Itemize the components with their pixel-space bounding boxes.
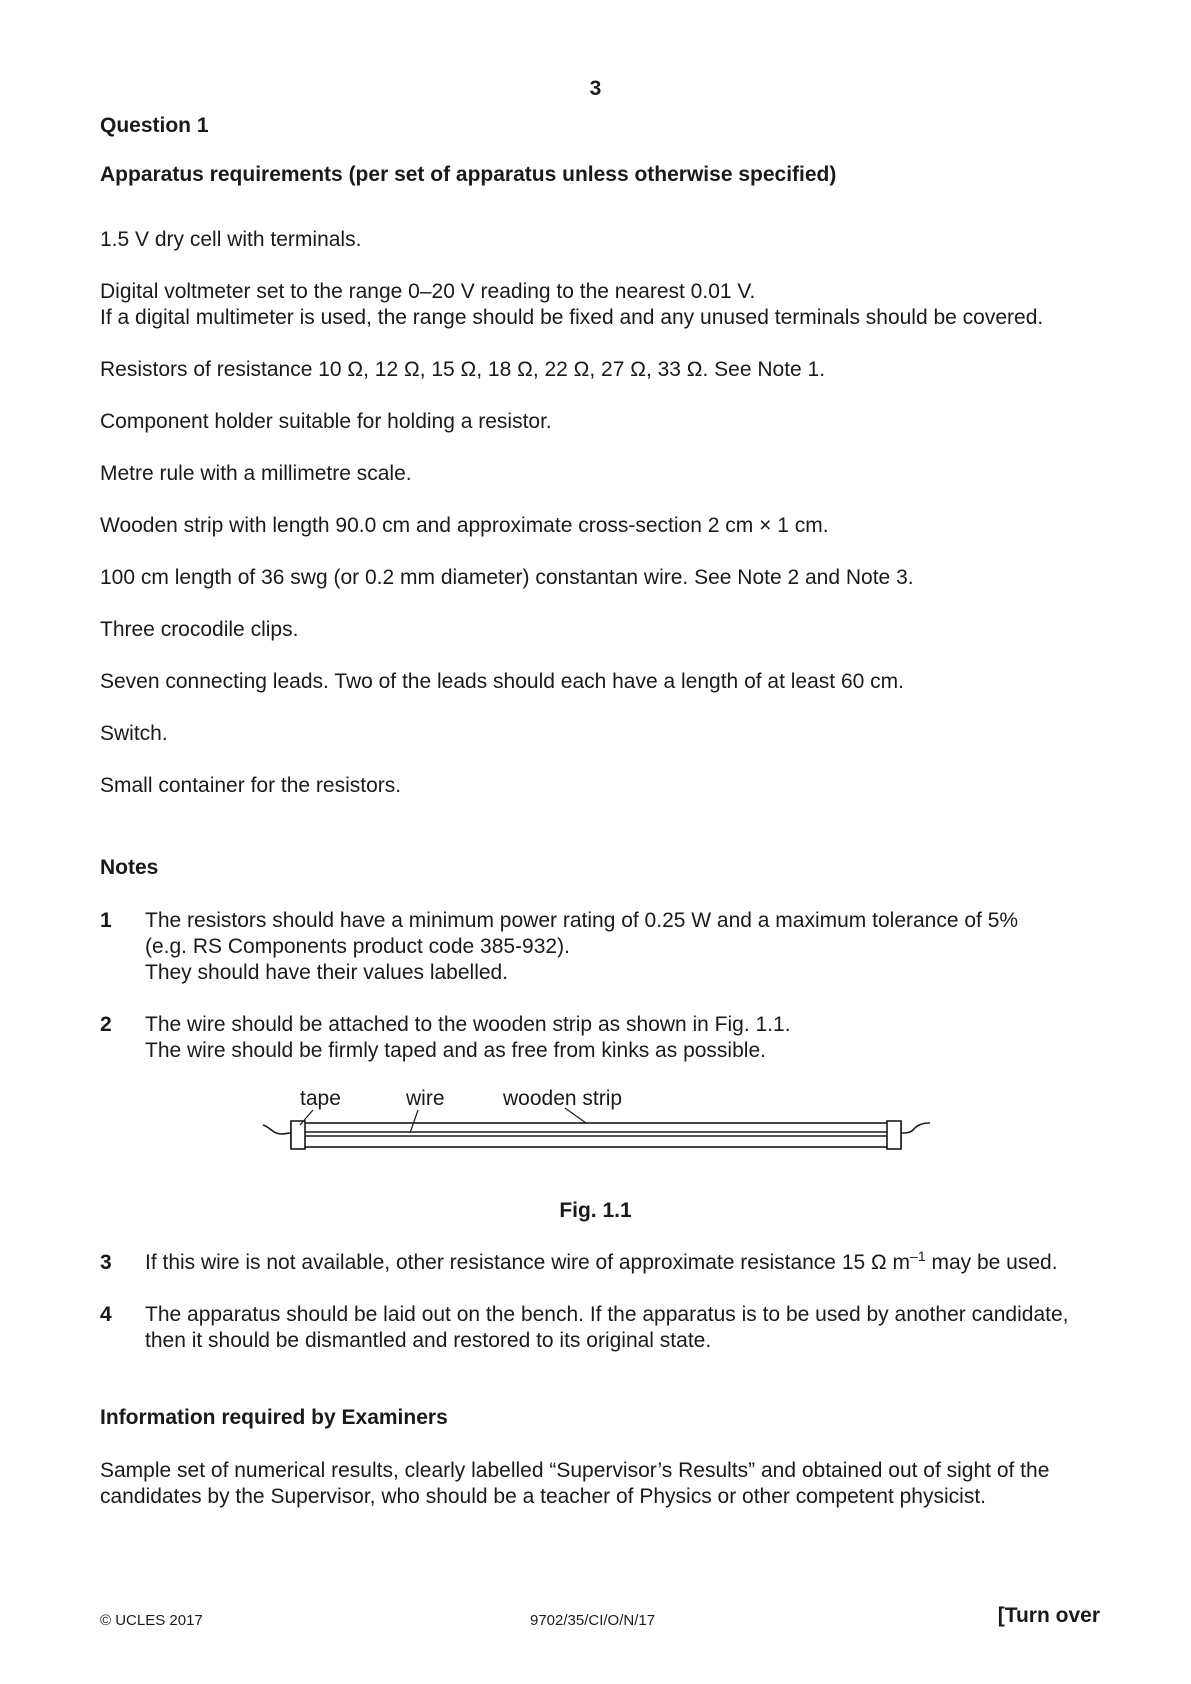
wire-end-left bbox=[263, 1125, 291, 1134]
fig-label-wooden-strip: wooden strip bbox=[503, 1087, 623, 1110]
note-3-text-end: may be used. bbox=[925, 1251, 1058, 1274]
note-4-line-1: The apparatus should be laid out on the bench. If the apparatus is to be used by another candidate, bbox=[145, 1303, 1069, 1326]
apparatus-heading: Apparatus requirements (per set of apparatus unless otherwise specified) bbox=[100, 163, 837, 186]
apparatus-item: Three crocodile clips. bbox=[100, 618, 299, 641]
note-3-text bbox=[145, 1250, 1100, 1276]
note-2-line-1: The wire should be attached to the wooden strip as shown in Fig. 1.1. bbox=[145, 1013, 791, 1036]
examiners-heading: Information required by Examiners bbox=[100, 1406, 448, 1429]
notes-heading: Notes bbox=[100, 856, 159, 879]
page-number: 3 bbox=[589, 77, 602, 100]
turn-over-label: [Turn over bbox=[997, 1604, 1100, 1627]
note-2-line-2: The wire should be firmly taped and as free from kinks as possible. bbox=[145, 1039, 766, 1062]
apparatus-item: Seven connecting leads. Two of the leads should each have a length of at least 60 cm. bbox=[100, 670, 904, 693]
note-number: 3 bbox=[100, 1251, 112, 1274]
fig-label-tape: tape bbox=[300, 1087, 341, 1110]
question-heading: Question 1 bbox=[100, 114, 209, 137]
note-number: 2 bbox=[100, 1013, 112, 1036]
note-1-line-1: The resistors should have a minimum power rating of 0.25 W and a maximum tolerance of 5% bbox=[145, 909, 1019, 932]
apparatus-item: 1.5 V dry cell with terminals. bbox=[100, 228, 362, 251]
apparatus-item: Digital voltmeter set to the range 0–20 V reading to the nearest 0.01 V. bbox=[100, 280, 756, 303]
apparatus-item: 100 cm length of 36 swg (or 0.2 mm diameter) constantan wire. See Note 2 and Note 3. bbox=[100, 566, 914, 589]
note-3-superscript: –1 bbox=[910, 1248, 926, 1264]
note-number: 1 bbox=[100, 909, 112, 932]
tape-left bbox=[291, 1121, 305, 1149]
apparatus-item: Metre rule with a millimetre scale. bbox=[100, 462, 412, 485]
wooden-strip bbox=[291, 1123, 901, 1147]
footer-copyright: © UCLES 2017 bbox=[100, 1612, 203, 1629]
examiners-text-line-2: candidates by the Supervisor, who should be a teacher of Physics or other competent physicist. bbox=[100, 1485, 986, 1508]
note-1-line-3: They should have their values labelled. bbox=[145, 961, 509, 984]
note-3-text-main: If this wire is not available, other resistance wire of approximate resistance 15 Ω m bbox=[145, 1251, 911, 1274]
wire-end-right bbox=[901, 1123, 930, 1133]
apparatus-item: If a digital multimeter is used, the range should be fixed and any unused terminals should be covered. bbox=[100, 306, 1044, 329]
footer-code: 9702/35/CI/O/N/17 bbox=[530, 1612, 656, 1629]
apparatus-item: Resistors of resistance 10 Ω, 12 Ω, 15 Ω, 18 Ω, 22 Ω, 27 Ω, 33 Ω. See Note 1. bbox=[100, 358, 826, 381]
apparatus-item: Switch. bbox=[100, 722, 168, 745]
note-number: 4 bbox=[100, 1303, 112, 1326]
examiners-text-line-1: Sample set of numerical results, clearly labelled “Supervisor’s Results” and obtained out of sight of the bbox=[100, 1459, 1050, 1482]
apparatus-item: Wooden strip with length 90.0 cm and approximate cross-section 2 cm × 1 cm. bbox=[100, 514, 829, 537]
apparatus-item: Small container for the resistors. bbox=[100, 774, 402, 797]
fig-label-wire: wire bbox=[406, 1087, 445, 1110]
note-4-line-2: then it should be dismantled and restored to its original state. bbox=[145, 1329, 712, 1352]
note-1-line-2: (e.g. RS Components product code 385-932). bbox=[145, 935, 570, 958]
figure-caption: Fig. 1.1 bbox=[559, 1199, 632, 1222]
apparatus-item: Component holder suitable for holding a resistor. bbox=[100, 410, 552, 433]
tape-right bbox=[887, 1121, 901, 1149]
